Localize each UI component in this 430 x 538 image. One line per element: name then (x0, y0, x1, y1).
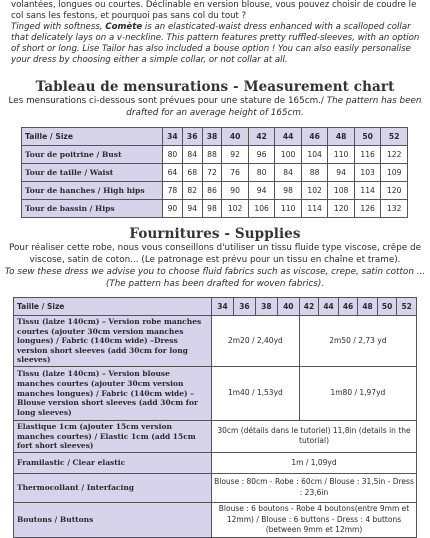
measurement-value-cell: 120 (328, 200, 355, 218)
measurement-value-cell: 94 (248, 182, 275, 200)
measurement-row-label: Tour de poitrine / Bust (22, 146, 163, 164)
measurement-value-cell: 102 (301, 182, 328, 200)
intro-french: volantées, longues ou courtes. Déclinable en version blouse, vous pouvez choisir de coudre le col sans les festons, et pourquoi pas sans col du tout ? (11, 0, 417, 21)
intro-en-pre: Tinged with softness, (11, 22, 106, 32)
size-header-cell: 34 (163, 128, 183, 146)
supplies-note (0, 242, 430, 290)
measurement-value-cell: 88 (301, 164, 328, 182)
measurement-value-cell: 94 (182, 200, 202, 218)
supplies-value-cell: 2m20 / 2,40yd (212, 316, 300, 367)
supplies-row (14, 316, 417, 367)
measurement-row (22, 146, 408, 164)
measurement-row-label: Tour de taille / Waist (22, 164, 163, 182)
measurement-value-cell: 132 (381, 200, 408, 218)
measurement-value-cell: 122 (381, 146, 408, 164)
measurement-value-cell: 109 (381, 164, 408, 182)
measurement-value-cell: 76 (222, 164, 249, 182)
size-header-cell: 36 (233, 298, 255, 316)
supplies-value-cell: 2m50 / 2,73 yd (299, 316, 416, 367)
size-header-cell: 48 (358, 298, 378, 316)
measurement-table (21, 127, 408, 218)
measurement-value-cell: 110 (328, 146, 355, 164)
supplies-row (14, 473, 417, 502)
measurement-row-label: Tour de bassin / Hips (22, 200, 163, 218)
intro-pattern-name: Comète (105, 22, 143, 32)
measurement-note-fr: Les mensurations ci-dessous sont prévues pour une stature de 165cm./ (8, 96, 327, 106)
measurement-value-cell: 106 (248, 200, 275, 218)
measurement-value-cell: 82 (182, 182, 202, 200)
measurement-value-cell: 98 (202, 200, 222, 218)
size-header-cell: 38 (202, 128, 222, 146)
measurement-value-cell: 86 (202, 182, 222, 200)
size-header-cell: 48 (328, 128, 355, 146)
supplies-heading: Fournitures - Supplies (129, 226, 301, 242)
supplies-header-row (14, 298, 417, 316)
size-header-cell: 46 (338, 298, 358, 316)
measurement-heading: Tableau de mensurations - Measurement chart (35, 79, 395, 95)
measurement-value-cell: 102 (222, 200, 249, 218)
measurement-value-cell: 64 (163, 164, 183, 182)
measurement-value-cell: 68 (182, 164, 202, 182)
measurement-value-cell: 80 (163, 146, 183, 164)
measurement-value-cell: 90 (163, 200, 183, 218)
supplies-row-label: Framilastic / Clear elastic (14, 452, 212, 473)
supplies-row (14, 502, 417, 537)
measurement-value-cell: 126 (354, 200, 381, 218)
measurement-header-row (22, 128, 408, 146)
supplies-row (14, 366, 417, 420)
measurement-row-label: Tour de hanches / High hips (22, 182, 163, 200)
supplies-note-fr: Pour réaliser cette robe, nous vous conseillons d'utiliser un tissu fluide type viscose, crêpe de viscose, satin de coton... (Le patronage est prévu pour un tissu en chaîne et trame). (9, 243, 421, 265)
size-header-cell: 44 (319, 298, 339, 316)
measurement-value-cell: 90 (222, 182, 249, 200)
intro-english (11, 22, 421, 66)
supplies-note-en: To sew these dress we advise you to choose fluid fabrics such as viscose, crepe, satin cotton ... (The pattern has been drafted for woven fabrics). (4, 267, 426, 289)
measurement-value-cell: 72 (202, 164, 222, 182)
supplies-value-cell: 1m80 / 1,97yd (299, 366, 416, 420)
measurement-value-cell: 108 (328, 182, 355, 200)
size-header-cell: 44 (275, 128, 302, 146)
supplies-value-cell: Blouse : 80cm - Robe : 60cm / Blouse : 31,5in - Dress : 23,6in (212, 473, 417, 502)
size-header-cell: 50 (354, 128, 381, 146)
measurement-value-cell: 78 (163, 182, 183, 200)
supplies-row-label: Elastique 1cm (ajouter 15cm version manches courtes) / Elastic 1cm (add 15cm fort short sleeves) (14, 420, 212, 452)
size-header-cell: 42 (299, 298, 319, 316)
supplies-row-label: Thermocollant / Interfacing (14, 473, 212, 502)
measurement-value-cell: 94 (328, 164, 355, 182)
size-header-cell: 52 (381, 128, 408, 146)
supplies-row-label: Boutons / Buttons (14, 502, 212, 537)
size-header-cell: 50 (377, 298, 397, 316)
measurement-value-cell: 80 (248, 164, 275, 182)
size-header-cell: 52 (397, 298, 417, 316)
size-header-cell: 46 (301, 128, 328, 146)
measurement-note (0, 95, 430, 119)
measurement-value-cell: 84 (182, 146, 202, 164)
supplies-header-label: Taille / Size (14, 298, 212, 316)
supplies-table (13, 297, 417, 538)
measurement-row (22, 182, 408, 200)
supplies-row (14, 452, 417, 473)
measurement-value-cell: 88 (202, 146, 222, 164)
measurement-value-cell: 116 (354, 146, 381, 164)
measurement-value-cell: 110 (275, 200, 302, 218)
measurement-value-cell: 103 (354, 164, 381, 182)
measurement-value-cell: 98 (275, 182, 302, 200)
size-header-cell: 40 (222, 128, 249, 146)
size-header-cell: 42 (248, 128, 275, 146)
intro-text (11, 0, 421, 66)
measurement-row (22, 164, 408, 182)
measurement-value-cell: 114 (354, 182, 381, 200)
intro-en-post: is an elasticated-waist dress enhanced with a scalloped collar that delicately lays on a v-neckline. This pattern features pretty ruffled-sleeves, with an option of short or long. Lise Tailor has also included a bouse option ! You can also easily personalise your dress by choosing either a simple collar, or not collar at all. (11, 22, 420, 65)
supplies-value-cell: 30cm (détails dans le tutoriel) 11,8in (details in the tutorial) (212, 420, 417, 452)
measurement-value-cell: 114 (301, 200, 328, 218)
supplies-row-label: Tissu (laize 140cm) – Version robe manches courtes (ajouter 30cm version manches longues) / Fabric (140cm wide) –Dress version short sleeves (add 30cm for long sleeves) (14, 316, 212, 367)
size-header-cell: 38 (255, 298, 277, 316)
measurement-note-en: The pattern has been drafted for an average height of 165cm. (126, 96, 422, 118)
size-header-cell: 34 (212, 298, 234, 316)
measurement-value-cell: 104 (301, 146, 328, 164)
supplies-value-cell: 1m / 1,09yd (212, 452, 417, 473)
size-header-cell: 36 (182, 128, 202, 146)
supplies-value-cell: Blouse : 6 boutons - Robe 4 boutons(entre 9mm et 12mm) / Blouse : 6 buttons - Dress : 4 buttons (between 9mm et 12mm) (212, 502, 417, 537)
measurement-header-label: Taille / Size (22, 128, 163, 146)
supplies-row (14, 420, 417, 452)
size-header-cell: 40 (277, 298, 299, 316)
measurement-value-cell: 96 (248, 146, 275, 164)
measurement-row (22, 200, 408, 218)
measurement-value-cell: 92 (222, 146, 249, 164)
measurement-value-cell: 100 (275, 146, 302, 164)
supplies-row-label: Tissu (laize 140cm) – Version blouse manches courtes (ajouter 30cm version manches longues) / Fabric (140cm wide) –Blouse version short sleeves (add 30cm for long sleeves) (14, 366, 212, 420)
supplies-value-cell: 1m40 / 1,53yd (212, 366, 300, 420)
measurement-value-cell: 120 (381, 182, 408, 200)
measurement-value-cell: 84 (275, 164, 302, 182)
